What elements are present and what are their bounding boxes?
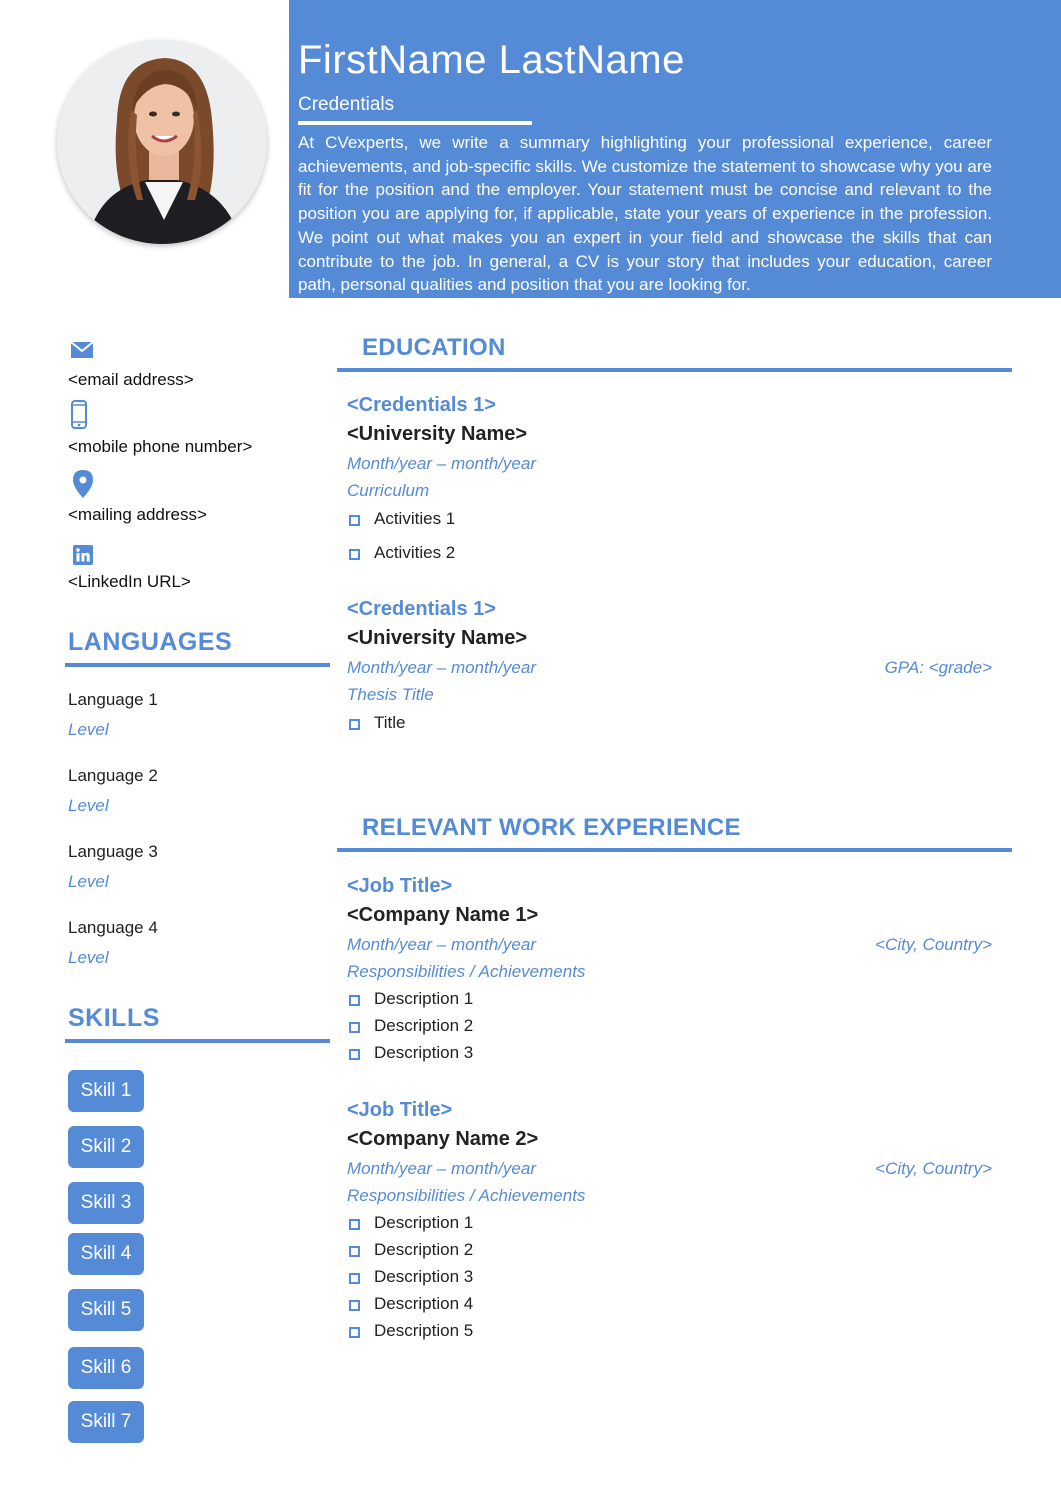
candidate-name: FirstName LastName [298, 38, 685, 82]
linkedin-icon [73, 545, 93, 570]
education-dates: Month/year – month/year [347, 658, 536, 677]
bullet-square-icon [349, 1327, 360, 1338]
job-bullet: Description 3 [374, 1267, 474, 1286]
language-name: Language 2 [68, 766, 158, 785]
job-bullet: Description 3 [374, 1043, 474, 1062]
skill-badge: Skill 7 [68, 1401, 144, 1443]
skill-badge: Skill 2 [68, 1126, 144, 1168]
job-subtitle: Responsibilities / Achievements [347, 1186, 586, 1205]
profile-photo [57, 40, 267, 244]
work-heading: RELEVANT WORK EXPERIENCE [362, 814, 741, 841]
bullet-square-icon [349, 1049, 360, 1060]
linkedin-text[interactable]: <LinkedIn URL> [68, 572, 191, 591]
job-location: <City, Country> [875, 1159, 992, 1178]
education-bullet: Activities 2 [374, 543, 456, 562]
job-bullet: Description 2 [374, 1016, 474, 1035]
skill-badge: Skill 1 [68, 1070, 144, 1112]
skill-badge: Skill 6 [68, 1347, 144, 1389]
education-bullet: Activities 1 [374, 509, 456, 528]
language-name: Language 1 [68, 690, 158, 709]
language-name: Language 3 [68, 842, 158, 861]
bullet-square-icon [349, 549, 360, 560]
email-text[interactable]: <email address> [68, 370, 194, 389]
job-dates: Month/year – month/year [347, 1159, 536, 1178]
education-heading: EDUCATION [362, 334, 506, 361]
work-rule [337, 848, 1012, 852]
language-level: Level [68, 720, 109, 739]
education-subtitle: Curriculum [347, 481, 430, 500]
language-level: Level [68, 796, 109, 815]
job-location: <City, Country> [875, 935, 992, 954]
bullet-square-icon [349, 1022, 360, 1033]
address-text[interactable]: <mailing address> [68, 505, 207, 524]
envelope-icon [70, 341, 94, 364]
credentials-underline [298, 121, 532, 125]
skill-badge: Skill 5 [68, 1289, 144, 1331]
bullet-square-icon [349, 1273, 360, 1284]
job-subtitle: Responsibilities / Achievements [347, 962, 586, 981]
education-subtitle: Thesis Title [347, 685, 434, 704]
bullet-square-icon [349, 1219, 360, 1230]
skills-heading: SKILLS [68, 1004, 160, 1032]
bullet-square-icon [349, 1300, 360, 1311]
bullet-square-icon [349, 995, 360, 1006]
job-bullet: Description 2 [374, 1240, 474, 1259]
phone-text[interactable]: <mobile phone number> [68, 437, 253, 456]
job-dates: Month/year – month/year [347, 935, 536, 954]
education-credential: <Credentials 1> [347, 394, 496, 416]
job-bullet: Description 1 [374, 989, 474, 1008]
skills-rule [65, 1039, 330, 1043]
education-gpa: GPA: <grade> [884, 658, 992, 677]
header-credentials: Credentials [298, 94, 395, 115]
skill-badge: Skill 3 [68, 1182, 144, 1224]
languages-heading: LANGUAGES [68, 628, 233, 656]
bullet-square-icon [349, 719, 360, 730]
job-bullet: Description 1 [374, 1213, 474, 1232]
education-dates: Month/year – month/year [347, 454, 536, 473]
company-name: <Company Name 2> [347, 1128, 539, 1150]
skill-badge: Skill 4 [68, 1233, 144, 1275]
languages-rule [65, 663, 330, 667]
company-name: <Company Name 1> [347, 904, 539, 926]
education-credential: <Credentials 1> [347, 598, 496, 620]
location-pin-icon [73, 470, 93, 503]
mobile-phone-icon [71, 400, 87, 434]
language-level: Level [68, 948, 109, 967]
professional-summary: At CVexperts, we write a summary highlighting your professional experience, career achievements, and job-specific skills. We customize the statement to showcase why you are fit for the position and the employer. Your statement must be concise and relevant to the position you are applying for, if applicable, state your years of experience in the profession. We point out what makes you an expert in your field and showcase the skills that can contribute to the job. In general, a CV is your story that includes your education, career path, personal qualities and position that you are looking for. [298, 133, 992, 295]
language-level: Level [68, 872, 109, 891]
education-bullet: Title [374, 713, 406, 732]
job-bullet: Description 5 [374, 1321, 474, 1340]
job-title: <Job Title> [347, 875, 453, 897]
university-name: <University Name> [347, 423, 528, 445]
university-name: <University Name> [347, 627, 528, 649]
job-title: <Job Title> [347, 1099, 453, 1121]
job-bullet: Description 4 [374, 1294, 474, 1313]
education-rule [337, 368, 1012, 372]
bullet-square-icon [349, 515, 360, 526]
bullet-square-icon [349, 1246, 360, 1257]
language-name: Language 4 [68, 918, 158, 937]
